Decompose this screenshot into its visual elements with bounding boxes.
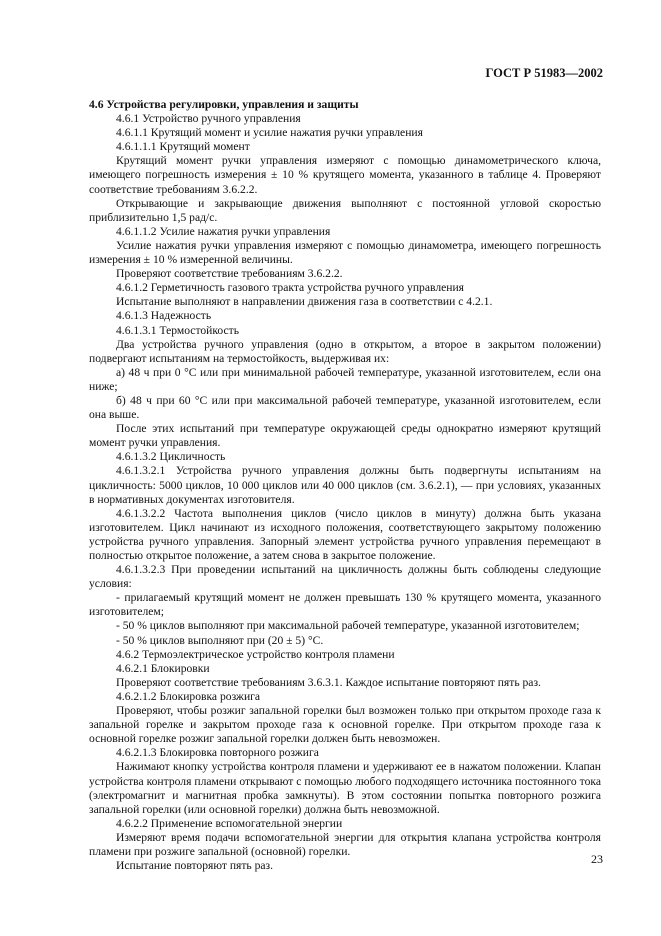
paragraph: - 50 % циклов выполняют при (20 ± 5) °С. <box>116 633 324 647</box>
paragraph: 4.6.1.3.2 Цикличность <box>116 450 226 464</box>
paragraph: 4.6.1 Устройство ручного управления <box>116 112 301 126</box>
paragraph: Усилие нажатия ручки управления измеряют с помощью динамометра, имеющего погрешность измерения ± 10 % измеренной величины. <box>89 238 601 267</box>
paragraph: Измеряют время подачи вспомогательной энергии для открытия клапана устройства контроля пламени при розжиге запальной (основной) горелки. <box>89 830 601 858</box>
paragraph: 4.6.2.1 Блокировки <box>116 661 210 675</box>
paragraph: Проверяют соответствие требованиям 3.6.2.2. <box>116 267 343 281</box>
paragraph: 4.6.1.2 Герметичность газового тракта устройства ручного управления <box>116 281 464 295</box>
paragraph: Проверяют соответствие требованиям 3.6.3.1. Каждое испытание повторяют пять раз. <box>116 675 541 689</box>
paragraph: 4.6.2.1.2 Блокировка розжига <box>116 689 261 703</box>
paragraph: 4.6.1.1 Крутящий момент и усилие нажатия ручки управления <box>116 126 423 140</box>
paragraph: Нажимают кнопку устройства контроля пламени и удерживают ее в нажатом положении. Клапан устройства контроля пламени открывают с помощью любого подходящего источника постоянного тока (электромагнит и магнитная пробка замкнуты). В этом состоянии попытка повторного розжига запальной горелки (или основной горелки) должна быть невозможной. <box>89 760 601 816</box>
paragraph: Два устройства ручного управления (одно в открытом, а второе в закрытом положении) подвергают испытаниям на термостойкость, выдерживая их: <box>89 337 601 365</box>
paragraph: Проверяют, чтобы розжиг запальной горелки был возможен только при открытом проходе газа к запальной горелке и закрытом проходе газа к основной горелке. При открытом проходе газа к основной горелке розжиг запальной горелки должен быть невозможен. <box>89 704 601 746</box>
section-heading: 4.6 Устройства регулировки, управления и защиты <box>89 98 359 111</box>
paragraph: 4.6.1.3.2.3 При проведении испытаний на цикличность должны быть соблюдены следующие условия: <box>89 563 601 591</box>
paragraph: 4.6.1.1.1 Крутящий момент <box>116 140 250 154</box>
paragraph: После этих испытаний при температуре окружающей среды однократно измеряют крутящий момент ручки управления. <box>89 422 601 450</box>
paragraph: Открывающие и закрывающие движения выполняют с постоянной угловой скоростью приблизительно 1,5 рад/с. <box>89 196 601 224</box>
paragraph: а) 48 ч при 0 °С или при минимальной рабочей температуре, указанной изготовителем, если она ниже; <box>89 365 601 393</box>
paragraph: - прилагаемый крутящий момент не должен превышать 130 % крутящего момента, указанного изготовителем; <box>89 591 601 619</box>
paragraph: 4.6.1.3.2.2 Частота выполнения циклов (число циклов в минуту) должна быть указана изготовителем. Цикл начинают из исходного положения, соответствующего закрытому положению устройства ручного управления. Запорный элемент устройства ручного управления перемещают в полностью открытое положение, а затем снова в закрытое положение. <box>89 506 601 562</box>
paragraph: б) 48 ч при 60 °С или при максимальной рабочей температуре, указанной изготовителем, если она выше. <box>89 393 601 422</box>
paragraph: 4.6.1.1.2 Усилие нажатия ручки управления <box>116 224 331 238</box>
paragraph: 4.6.2.1.3 Блокировка повторного розжига <box>116 746 319 760</box>
paragraph: 4.6.1.3.2.1 Устройства ручного управления должны быть подвергнуты испытаниям на цикличность: 5000 циклов, 10 000 циклов или 40 000 циклов (см. 3.6.2.1), — при условиях, указанных в нормативных документах изготовителя. <box>89 464 601 506</box>
paragraph: - 50 % циклов выполняют при максимальной рабочей температуре, указанной изготовителем; <box>116 619 580 633</box>
paragraph: 4.6.1.3 Надежность <box>116 309 212 323</box>
document-code: ГОСТ Р 51983—2002 <box>485 66 603 80</box>
paragraph: Крутящий момент ручки управления измеряют с помощью динамометрического ключа, имеющего погрешность измерения ± 10 % крутящего момента, указанного в таблице 4. Проверяют соответствие требованиям 3.6.2.2. <box>89 154 601 196</box>
paragraph: Испытание повторяют пять раз. <box>116 859 274 873</box>
document-body <box>89 98 601 873</box>
paragraph: Испытание выполняют в направлении движения газа в соответствии с 4.2.1. <box>116 295 493 309</box>
paragraph: 4.6.2.2 Применение вспомогательной энергии <box>116 816 343 830</box>
paragraph: 4.6.1.3.1 Термостойкость <box>116 323 239 337</box>
paragraph: 4.6.2 Термоэлектрическое устройство контроля пламени <box>116 647 395 661</box>
page-number: 23 <box>591 852 603 866</box>
